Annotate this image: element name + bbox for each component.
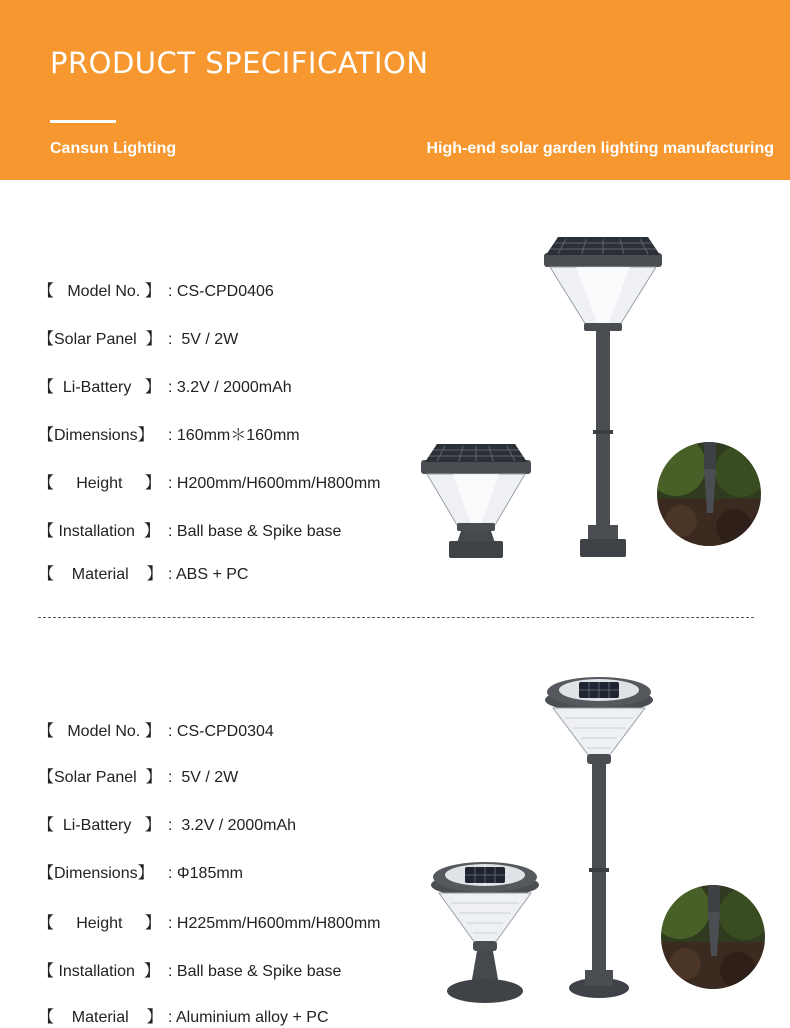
spec-label: 【 Height 】 [38,475,161,492]
spec-value: : CS-CPD0406 [168,283,274,300]
spec-label: 【 Model No. 】 [38,723,161,740]
spec-row-installation [38,958,341,982]
spec-label: 【Solar Panel 】 [38,331,162,348]
header-banner [0,0,790,180]
spike-ground-photo [656,441,762,547]
spec-row-solar-panel [38,764,238,788]
spec-label: 【 Model No. 】 [38,283,161,300]
round-lamp-short-image [429,857,541,1007]
spec-row-installation [38,518,341,542]
spec-row-model [38,718,274,742]
spec-label: 【 Li-Battery 】 [38,817,161,834]
spec-label: 【 Installation 】 [38,523,160,540]
spec-value: : Aluminium alloy + PC [168,1009,329,1026]
square-lamp-tall-image [536,235,670,561]
round-lamp-tall-image [543,674,655,1006]
spec-value: : H200mm/H600mm/H800mm [168,475,381,492]
spec-label: 【 Material 】 [38,566,163,583]
spec-value: : ABS + PC [168,566,249,583]
square-lamp-short-image [419,443,533,560]
spec-row-model [38,278,274,302]
spec-value: : Ball base & Spike base [168,523,342,540]
spec-row-material [38,1004,329,1028]
spec-label: 【 Li-Battery 】 [38,379,161,396]
title-underline [50,120,116,123]
spec-label: 【Dimensions】 [38,427,154,444]
spec-row-height [38,470,381,494]
spec-value: : 5V / 2W [168,769,239,786]
page-title: PRODUCT SPECIFICATION [50,46,429,80]
spec-label: 【 Material 】 [38,1009,163,1026]
spec-row-material [38,561,248,585]
spec-label: 【 Height 】 [38,915,161,932]
spec-value: : 3.2V / 2000mAh [168,817,297,834]
spec-row-solar-panel [38,326,238,350]
spec-value: : 3.2V / 2000mAh [168,379,292,396]
spike-ground-photo [660,884,766,990]
brand-name: Cansun Lighting [50,140,177,157]
spec-label: 【 Installation 】 [38,963,160,980]
spec-value: : Ball base & Spike base [168,963,342,980]
spec-row-battery [38,374,292,398]
spec-row-battery [38,812,296,836]
spec-value: : H225mm/H600mm/H800mm [168,915,381,932]
spec-value: : CS-CPD0304 [168,723,274,740]
spec-value: : 160mm＊160mm [168,427,300,444]
brand-tagline: High-end solar garden lighting manufacturing [426,140,774,157]
spec-label: 【Solar Panel 】 [38,769,162,786]
spec-row-dimensions [38,422,300,446]
spec-value: : 5V / 2W [168,331,239,348]
spec-value: : Φ185mm [168,865,244,882]
spec-row-dimensions [38,860,243,884]
spec-label: 【Dimensions】 [38,865,154,882]
spec-row-height [38,910,381,934]
section-divider [38,617,754,618]
